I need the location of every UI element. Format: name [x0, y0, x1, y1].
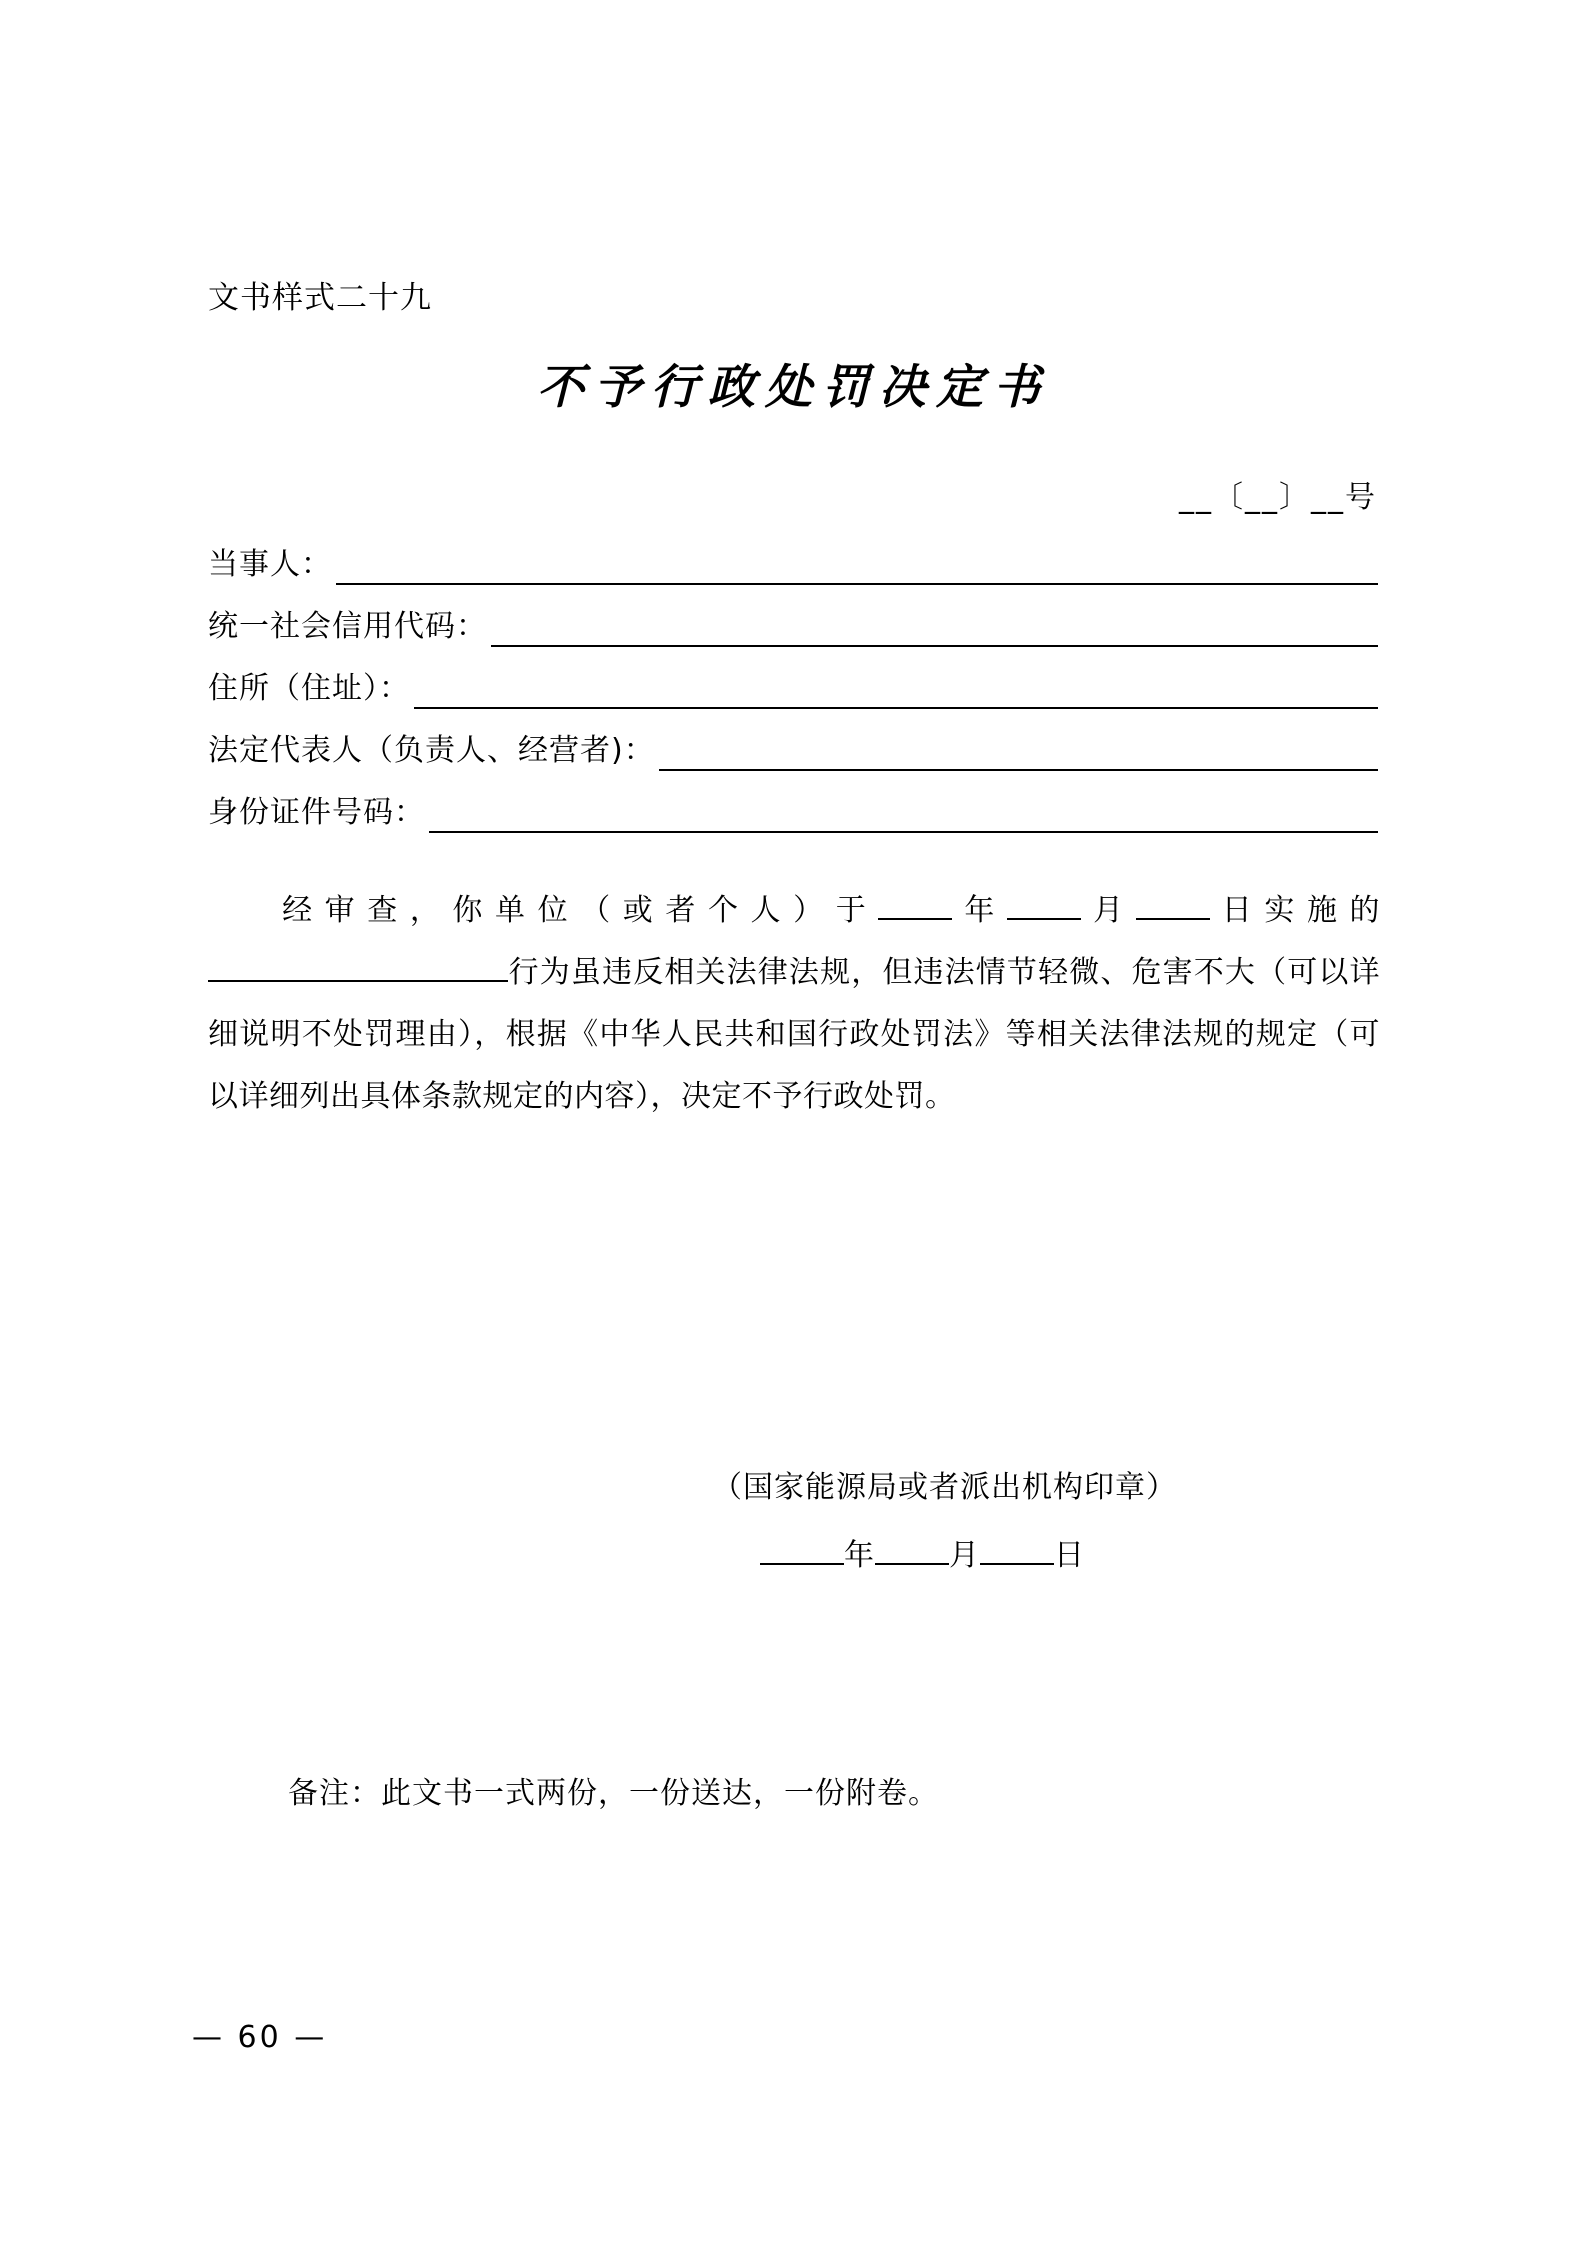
document-number: __〔__〕__号: [1179, 480, 1377, 515]
body-segment-3: 行为虽违反相关法律法规，但违法情节轻微、危害不大（可以详细说明不处罚理由），根据《中华人民共和国行政处罚法》等相关法律法规的规定（可以详细列出具体条款规定的内容），决定不予行政处罚。: [208, 955, 1380, 1114]
field-label-legal-rep: 法定代表人（负责人、经营者)：: [208, 733, 655, 768]
body-label-year: 年: [952, 893, 1007, 928]
sign-day-label: 日: [1054, 1538, 1085, 1573]
sign-year-label: 年: [844, 1538, 875, 1573]
sign-month-label: 月: [949, 1538, 980, 1573]
field-input-credit-code[interactable]: [491, 613, 1378, 647]
blank-month[interactable]: [1007, 918, 1081, 920]
body-segment-1: 经审查，你单位（或者个人）于: [270, 893, 879, 928]
body-label-month: 月: [1081, 893, 1136, 928]
signature-date-line: [760, 1530, 1085, 1574]
form-style-label: 文书样式二十九: [208, 280, 432, 316]
field-row-party: [208, 545, 1378, 585]
blank-day[interactable]: [1136, 918, 1210, 920]
field-label-id-number: 身份证件号码：: [208, 795, 425, 830]
field-label-credit-code: 统一社会信用代码：: [208, 609, 487, 644]
blank-year[interactable]: [878, 918, 952, 920]
field-row-address: [208, 669, 1378, 709]
blank-sign-year[interactable]: [760, 1563, 844, 1565]
page-number: — 60 —: [192, 2020, 328, 2055]
field-input-party[interactable]: [336, 551, 1378, 585]
field-row-legal-rep: [208, 731, 1378, 771]
party-fields: [208, 545, 1378, 855]
blank-sign-month[interactable]: [875, 1563, 949, 1565]
blank-conduct[interactable]: [208, 980, 508, 982]
field-input-legal-rep[interactable]: [659, 737, 1378, 771]
page-title: 不予行政处罚决定书: [537, 360, 1050, 415]
body-segment-2: 日实施的: [1209, 893, 1381, 928]
field-label-address: 住所（住址）：: [208, 671, 410, 706]
remark-note: 备注：此文书一式两份，一份送达，一份附卷。: [288, 1776, 939, 1811]
field-input-address[interactable]: [414, 675, 1378, 709]
decision-body: [208, 880, 1380, 1128]
field-row-credit-code: [208, 607, 1378, 647]
field-label-party: 当事人：: [208, 547, 332, 582]
field-input-id-number[interactable]: [429, 799, 1378, 833]
blank-sign-day[interactable]: [980, 1563, 1054, 1565]
seal-text: （国家能源局或者派出机构印章）: [712, 1470, 1177, 1505]
field-row-id-number: [208, 793, 1378, 833]
